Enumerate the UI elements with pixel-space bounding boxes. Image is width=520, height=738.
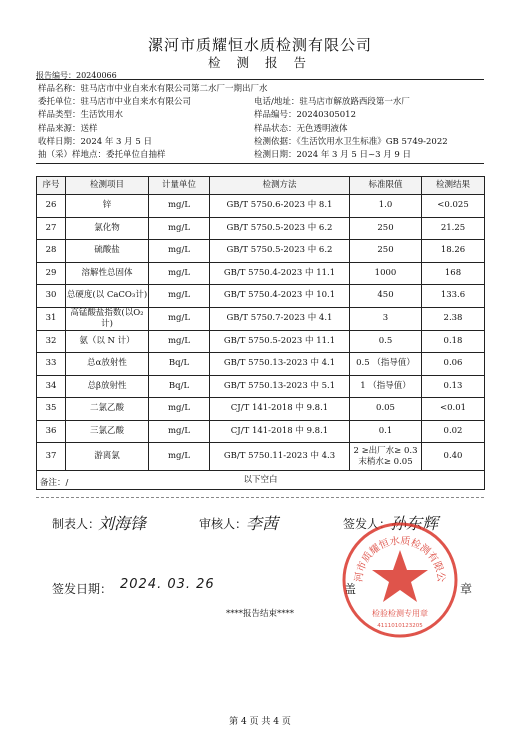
remarks-divider <box>36 497 484 498</box>
test-date: 检测日期：2024 年 3 月 5 日~3 月 9 日 <box>254 150 412 160</box>
cell-result: 0.40 <box>422 443 485 471</box>
cell-limit: 250 <box>350 240 422 263</box>
sampling-location: 抽（采）样地点：委托单位自抽样 <box>38 150 166 160</box>
sample-source: 样品来源：送样 <box>38 124 98 134</box>
issue-date-label: 签发日期： <box>52 582 113 596</box>
cell-item: 高锰酸盐指数(以O₂计) <box>66 307 149 330</box>
table-row <box>37 307 485 330</box>
cell-limit: 450 <box>350 285 422 308</box>
cell-result: 168 <box>422 262 485 285</box>
preparer-label: 制表人： <box>52 517 101 531</box>
table-row <box>37 420 485 443</box>
cell-limit: 0.5 <box>350 330 422 353</box>
seal-label-suffix: 章 <box>460 582 473 596</box>
cell-result: 0.13 <box>422 375 485 398</box>
cell-no: 30 <box>37 285 66 308</box>
cell-unit: mg/L <box>149 285 210 308</box>
table-header-row <box>37 177 485 195</box>
table-row <box>37 443 485 471</box>
cell-method: GB/T 5750.13-2023 中 5.1 <box>210 375 350 398</box>
info-rule <box>36 163 484 164</box>
cell-no: 29 <box>37 262 66 285</box>
svg-text:漯河市质耀恒水质检测有限公司: 河市质耀恒水质检测有限公 <box>353 535 447 583</box>
company-title: 漯河市质耀恒水质检测有限公司 <box>147 36 372 54</box>
cell-limit <box>350 443 422 471</box>
cell-result: <0.025 <box>422 195 485 218</box>
reviewer-label: 审核人： <box>199 517 248 531</box>
cell-unit: mg/L <box>149 443 210 471</box>
cell-method: GB/T 5750.4-2023 中 10.1 <box>210 285 350 308</box>
test-basis: 检测依据：《生活饮用水卫生标准》GB 5749-2022 <box>254 137 448 147</box>
svg-text:4111010123205: 4111010123205 <box>377 623 423 629</box>
client: 委托单位：驻马店市中业自来水有限公司 <box>38 97 192 107</box>
header-no: 序号 <box>37 177 66 195</box>
table-row <box>37 195 485 218</box>
table-row <box>37 217 485 240</box>
cell-no: 34 <box>37 375 66 398</box>
cell-no: 31 <box>37 307 66 330</box>
table-row <box>37 398 485 421</box>
seal-icon <box>340 520 460 640</box>
cell-item: 三氯乙酸 <box>66 420 149 443</box>
cell-no: 27 <box>37 217 66 240</box>
cell-item: 二氯乙酸 <box>66 398 149 421</box>
cell-limit: 0.05 <box>350 398 422 421</box>
cell-method: GB/T 5750.13-2023 中 4.1 <box>210 353 350 376</box>
cell-method: GB/T 5750.5-2023 中 6.2 <box>210 240 350 263</box>
header-result: 检测结果 <box>422 177 485 195</box>
table-row <box>37 262 485 285</box>
page-number: 第 4 页 共 4 页 <box>229 717 291 727</box>
cell-result: 0.02 <box>422 420 485 443</box>
official-seal <box>340 520 460 640</box>
limit-line-tap: 末梢水≥ 0.05 <box>358 456 413 467</box>
header-method: 检测方法 <box>210 177 350 195</box>
cell-result: 2.38 <box>422 307 485 330</box>
cell-method: GB/T 5750.7-2023 中 4.1 <box>210 307 350 330</box>
cell-item: 溶解性总固体 <box>66 262 149 285</box>
cell-item: 总β放射性 <box>66 375 149 398</box>
cell-unit: mg/L <box>149 398 210 421</box>
cell-limit: 1 （指导值） <box>350 375 422 398</box>
table-row <box>37 240 485 263</box>
cell-result: 21.25 <box>422 217 485 240</box>
sample-type: 样品类型：生活饮用水 <box>38 110 124 120</box>
cell-limit: 1000 <box>350 262 422 285</box>
seal-label: 盖 <box>344 582 357 596</box>
cell-method: GB/T 5750.5-2023 中 11.1 <box>210 330 350 353</box>
header-unit: 计量单位 <box>149 177 210 195</box>
table-row <box>37 330 485 353</box>
cell-method: CJ/T 141-2018 中 9.8.1 <box>210 420 350 443</box>
cell-unit: mg/L <box>149 195 210 218</box>
cell-unit: Bq/L <box>149 375 210 398</box>
cell-result: 133.6 <box>422 285 485 308</box>
cell-method: GB/T 5750.11-2023 中 4.3 <box>210 443 350 471</box>
document-title: 检 测 报 告 <box>208 55 312 70</box>
cell-no: 32 <box>37 330 66 353</box>
cell-no: 35 <box>37 398 66 421</box>
issuer-label: 签发人： <box>343 517 392 531</box>
cell-unit: mg/L <box>149 262 210 285</box>
cell-unit: Bq/L <box>149 353 210 376</box>
cell-unit: mg/L <box>149 420 210 443</box>
cell-item: 氯化物 <box>66 217 149 240</box>
header-item: 检测项目 <box>66 177 149 195</box>
cell-limit: 0.1 <box>350 420 422 443</box>
cell-no: 33 <box>37 353 66 376</box>
cell-no: 36 <box>37 420 66 443</box>
cell-item: 硫酸盐 <box>66 240 149 263</box>
reviewer-signature: 李茜 <box>246 514 279 533</box>
table-row <box>37 353 485 376</box>
cell-limit: 1.0 <box>350 195 422 218</box>
cell-result: <0.01 <box>422 398 485 421</box>
remarks: 备注：/ <box>40 478 69 488</box>
sample-name: 样品名称：驻马店市中业自来水有限公司第二水厂一期出厂水 <box>38 84 268 94</box>
cell-limit: 250 <box>350 217 422 240</box>
sample-state: 样品状态：无色透明液体 <box>254 124 348 134</box>
cell-no: 37 <box>37 443 66 471</box>
cell-result: 0.18 <box>422 330 485 353</box>
cell-item: 氨（以 N 计） <box>66 330 149 353</box>
cell-limit: 0.5 （指导值） <box>350 353 422 376</box>
cell-item: 游离氯 <box>66 443 149 471</box>
cell-item: 总α放射性 <box>66 353 149 376</box>
limit-line-outlet: 2 ≥出厂水≥ 0.3 <box>353 445 418 456</box>
cell-result: 0.06 <box>422 353 485 376</box>
table-row <box>37 285 485 308</box>
cell-unit: mg/L <box>149 217 210 240</box>
blank-row <box>37 471 485 490</box>
report-number: 报告编号：20240066 <box>36 71 117 80</box>
header-limit: 标准限值 <box>350 177 422 195</box>
sample-number: 样品编号：20240305012 <box>254 110 357 120</box>
cell-no: 28 <box>37 240 66 263</box>
cell-method: GB/T 5750.5-2023 中 6.2 <box>210 217 350 240</box>
header-rule <box>36 79 484 80</box>
blank-text: 以下空白 <box>37 471 485 490</box>
cell-limit: 3 <box>350 307 422 330</box>
cell-item: 锌 <box>66 195 149 218</box>
cell-method: GB/T 5750.4-2023 中 11.1 <box>210 262 350 285</box>
received-date: 收样日期：2024 年 3 月 5 日 <box>38 137 152 147</box>
cell-method: GB/T 5750.6-2023 中 8.1 <box>210 195 350 218</box>
preparer-signature: 刘海锋 <box>98 514 147 533</box>
cell-method: CJ/T 141-2018 中 9.8.1 <box>210 398 350 421</box>
cell-unit: mg/L <box>149 240 210 263</box>
results-table <box>36 176 485 490</box>
cell-result: 18.26 <box>422 240 485 263</box>
table-row <box>37 375 485 398</box>
issue-date: 2024. 03. 26 <box>120 577 215 592</box>
cell-item: 总硬度(以 CaCO₃计) <box>66 285 149 308</box>
cell-unit: mg/L <box>149 330 210 353</box>
cell-no: 26 <box>37 195 66 218</box>
phone-address: 电话/地址：驻马店市解放路西段第一水厂 <box>254 97 410 107</box>
svg-text:检验检测专用章: 检验检测专用章 <box>372 609 428 618</box>
report-end: ****报告结束**** <box>225 609 294 619</box>
issuer-signature: 孙东辉 <box>390 514 439 533</box>
cell-unit: mg/L <box>149 307 210 330</box>
